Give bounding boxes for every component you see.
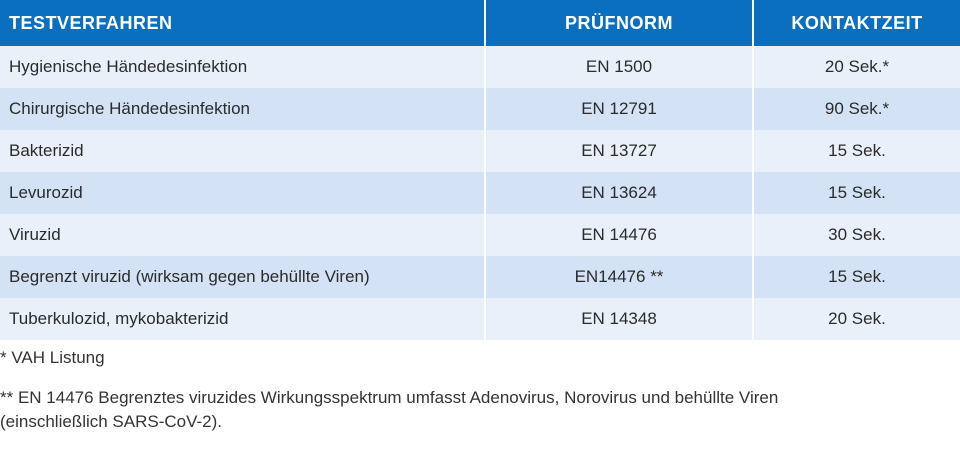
- cell-testverfahren: Tuberkulozid, mykobakterizid: [0, 298, 486, 340]
- cell-pruefnorm: EN 13727: [486, 130, 754, 172]
- cell-kontaktzeit: 15 Sek.: [754, 172, 960, 214]
- footnote-en14476: ** EN 14476 Begrenztes viruzides Wirkungsspektrum umfasst Adenovirus, Norovirus und behüllte Viren (einschließlich SARS-CoV-2).: [0, 388, 779, 431]
- header-pruefnorm: PRÜFNORM: [486, 0, 754, 46]
- cell-testverfahren: Levurozid: [0, 172, 486, 214]
- cell-kontaktzeit: 30 Sek.: [754, 214, 960, 256]
- cell-kontaktzeit: 15 Sek.: [754, 130, 960, 172]
- cell-testverfahren: Hygienische Händedesinfektion: [0, 46, 486, 88]
- header-testverfahren: TESTVERFAHREN: [0, 0, 486, 46]
- cell-pruefnorm: EN 13624: [486, 172, 754, 214]
- cell-kontaktzeit: 90 Sek.*: [754, 88, 960, 130]
- cell-pruefnorm: EN 14348: [486, 298, 754, 340]
- cell-kontaktzeit: 20 Sek.*: [754, 46, 960, 88]
- table-row: [0, 130, 960, 172]
- cell-testverfahren: Begrenzt viruzid (wirksam gegen behüllte Viren): [0, 256, 486, 298]
- cell-kontaktzeit: 20 Sek.: [754, 298, 960, 340]
- header-kontaktzeit: KONTAKTZEIT: [754, 0, 960, 46]
- footnotes: [0, 348, 840, 434]
- table-row: [0, 46, 960, 88]
- cell-testverfahren: Chirurgische Händedesinfektion: [0, 88, 486, 130]
- cell-testverfahren: Viruzid: [0, 214, 486, 256]
- table-row: [0, 88, 960, 130]
- table-header: [0, 0, 960, 46]
- table-row: [0, 214, 960, 256]
- table-row: [0, 298, 960, 340]
- cell-pruefnorm: EN 1500: [486, 46, 754, 88]
- table-row: [0, 256, 960, 298]
- table-row: [0, 172, 960, 214]
- cell-testverfahren: Bakterizid: [0, 130, 486, 172]
- cell-pruefnorm: EN14476 **: [486, 256, 754, 298]
- footnote-vah: * VAH Listung: [0, 348, 105, 367]
- cell-kontaktzeit: 15 Sek.: [754, 256, 960, 298]
- cell-pruefnorm: EN 14476: [486, 214, 754, 256]
- cell-pruefnorm: EN 12791: [486, 88, 754, 130]
